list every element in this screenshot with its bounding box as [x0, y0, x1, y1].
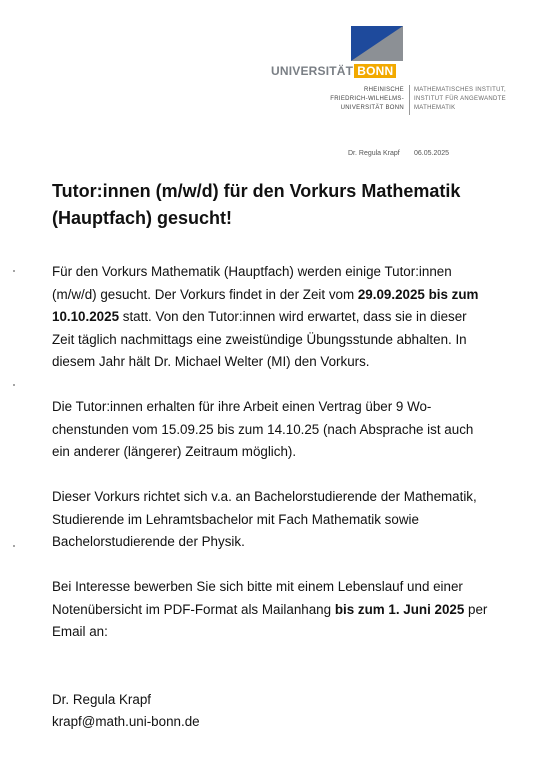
contact-name: Dr. Regula Krapf	[52, 691, 151, 707]
application-deadline: bis zum 1. Juni 2025	[334, 601, 465, 617]
text-run: per Email an:	[52, 601, 488, 639]
paragraph-contract: Die Tutor:innen erhalten für ihre Arbeit einen Vertrag über 9 Wochenstunden vom 15.09.25 bis zum 14.10.25 (nach Absprache ist auch ein anderer (längerer) Zeitraum möglich).	[52, 399, 474, 459]
institute-name-line: MATHEMATISCHES INSTITUT,	[414, 87, 506, 93]
university-name-line: RHEINISCHE	[363, 87, 404, 93]
text-run: Bei Interesse bewerben Sie sich bitte mit einem Lebenslauf und einer Notenübersicht im PDF-Format als Mailanhang	[52, 579, 463, 617]
margin-mark	[13, 545, 15, 547]
university-full-name	[330, 86, 404, 113]
contact-email[interactable]: krapf@math.uni-bonn.de	[52, 714, 200, 729]
page-title: Tutor:innen (m/w/d) für den Vorkurs Mathematik (Hauptfach) gesucht!	[52, 181, 461, 228]
university-wordmark	[271, 64, 396, 78]
margin-mark	[13, 384, 15, 386]
institute-name-line: INSTITUT FÜR ANGEWANDTE	[414, 96, 506, 102]
paragraph-application	[52, 576, 492, 644]
paragraph-course-info	[52, 261, 492, 374]
course-dates: 29.09.2025 bis zum 10.10.2025	[52, 286, 479, 324]
text-run: statt. Von den Tutor:innen wird erwartet, dass sie in dieser Zeit täglich nachmittags eine zweistündige Übungsstunde abhalten. In diesem Jahr hält Dr. Michael Welter (MI) den Vorkurs.	[52, 309, 467, 369]
university-name-line: FRIEDRICH-WILHELMS-	[330, 96, 404, 102]
university-name-line: UNIVERSITÄT BONN	[340, 105, 404, 111]
letter-date: 06.05.2025	[414, 150, 450, 157]
university-logo-icon	[351, 26, 403, 61]
wordmark-bonn: BONN	[354, 64, 396, 78]
paragraph-audience: Dieser Vorkurs richtet sich v.a. an Bachelorstudierende der Mathematik, Studierende im Lehramtsbachelor mit Fach Mathematik sowie Bachelorstudierende der Physik.	[52, 489, 477, 549]
wordmark-universitaet: UNIVERSITÄT	[271, 64, 354, 78]
institution-divider	[409, 85, 410, 115]
sender-name: Dr. Regula Krapf	[348, 150, 400, 157]
institute-name-line: MATHEMATIK	[414, 105, 456, 111]
margin-mark	[13, 270, 15, 272]
institute-name	[414, 86, 506, 113]
announcement-body	[52, 261, 492, 734]
text-run: Für den Vorkurs Mathematik (Hauptfach) werden einige Tutor:innen (m/w/d) gesucht. Der Vorkurs findet in der Zeit vom	[52, 264, 452, 302]
